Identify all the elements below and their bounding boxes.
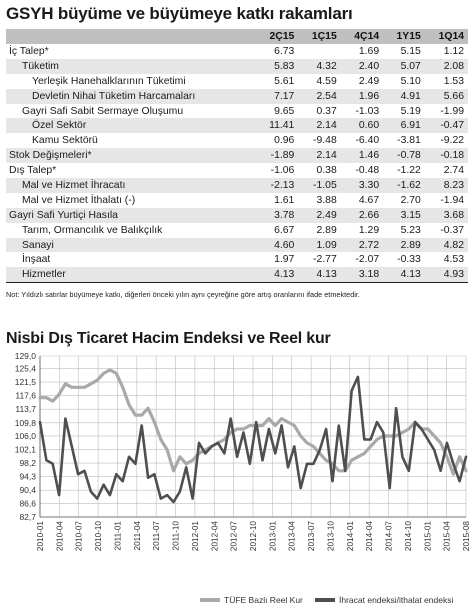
row-label: Sanayi <box>6 238 255 253</box>
table-row <box>6 148 468 163</box>
x-tick-label: 2010-01 <box>36 521 45 552</box>
cell-value: 4.32 <box>298 59 340 74</box>
row-label: İnşaat <box>22 254 51 266</box>
x-tick-label: 2013-07 <box>307 521 317 552</box>
cell-value: -1.89 <box>255 148 298 163</box>
x-tick-label: 2014-01 <box>345 521 355 552</box>
x-tick-label: 2011-01 <box>113 521 123 551</box>
cell-value: 3.78 <box>255 208 298 223</box>
row-label: Devletin Nihai Tüketim Harcamaları <box>6 89 255 104</box>
legend-label-ihracat: İhracat endeksi/ithalat endeksi <box>339 595 454 605</box>
table-row <box>6 267 468 282</box>
y-tick-label: 109,8 <box>14 417 36 428</box>
x-tick-label: 2012-01 <box>190 521 200 552</box>
cell-value: 2.49 <box>298 208 340 223</box>
column-header: 2Ç15 <box>255 29 298 44</box>
cell-value: -1.03 <box>355 105 380 117</box>
x-tick-label: 2011-07 <box>152 521 162 551</box>
cell-value: 0.96 <box>274 135 295 147</box>
cell-value: 1.53 <box>443 75 464 87</box>
table-row <box>6 74 468 89</box>
x-tick-label: 2010-10 <box>94 521 104 552</box>
cell-value: 5.23 <box>400 224 421 236</box>
cell-value: 1.29 <box>358 224 380 236</box>
cell-value: 5.07 <box>383 59 425 74</box>
x-tick-label: 2012-07 <box>229 521 239 552</box>
cell-value: -0.18 <box>425 148 468 163</box>
x-tick-label: 2015-01 <box>423 521 433 552</box>
column-header: 1Ç15 <box>298 29 340 44</box>
cell-value: 6.73 <box>274 45 295 57</box>
y-tick-label: 86,6 <box>19 498 36 509</box>
cell-value: 3.88 <box>316 194 337 206</box>
row-label: Gayri Safi Yurtiçi Hasıla <box>6 208 255 223</box>
x-tick-label: 2015-04 <box>442 521 452 552</box>
cell-value: 1.96 <box>341 89 383 104</box>
cell-value: 3.68 <box>425 208 468 223</box>
table-row <box>6 252 468 267</box>
legend-swatch-reel-kur <box>200 598 220 602</box>
column-header: 1Y15 <box>383 29 425 44</box>
cell-value: 2.89 <box>316 224 337 236</box>
table-note: Not: Yıldızlı satırlar büyümeye katkı, diğerleri önceki yılın aynı çeyreğine göre artış oranlarını ifade etmektedir. <box>6 290 360 299</box>
cell-value: 5.61 <box>274 75 295 87</box>
table-row <box>6 163 468 178</box>
row-label: Tüketim <box>6 59 255 74</box>
cell-value: 4.60 <box>255 238 298 253</box>
cell-value: -0.33 <box>397 254 421 266</box>
y-tick-label: 82,7 <box>19 512 36 522</box>
row-label: Stok Değişmeleri* <box>6 148 255 163</box>
cell-value: 6.91 <box>383 118 425 133</box>
table-row <box>6 104 468 119</box>
x-tick-label: 2011-04 <box>132 521 142 551</box>
cell-value: 5.10 <box>400 75 421 87</box>
cell-value: -2.13 <box>255 178 298 193</box>
cell-value: 5.15 <box>400 45 421 57</box>
y-tick-label: 125,4 <box>14 363 36 374</box>
cell-value: 0.37 <box>316 105 337 117</box>
cell-value: 2.70 <box>400 194 421 206</box>
cell-value: 1.61 <box>274 194 295 206</box>
cell-value: 4.93 <box>425 267 468 282</box>
x-tick-label: 2013-10 <box>326 521 336 552</box>
legend-label-reel-kur: TÜFE Bazlı Reel Kur <box>224 595 303 605</box>
table-header-label <box>6 29 255 44</box>
legend-swatch-ihracat <box>315 598 335 602</box>
cell-value: -1.94 <box>440 194 464 206</box>
table-row <box>6 59 468 74</box>
cell-value: 2.49 <box>358 75 380 87</box>
row-label: Hizmetler <box>6 267 255 282</box>
cell-value: 3.15 <box>383 208 425 223</box>
table-row <box>6 44 468 59</box>
table-title: GSYH büyüme ve büyümeye katkı rakamları <box>6 4 353 23</box>
cell-value: -9.48 <box>313 135 337 147</box>
growth-table <box>6 29 468 283</box>
cell-value: 2.72 <box>341 238 383 253</box>
x-tick-label: 2013-01 <box>268 521 278 552</box>
x-tick-label: 2014-10 <box>403 521 413 552</box>
chart-title: Nisbi Dış Ticaret Hacim Endeksi ve Reel kur <box>6 330 331 347</box>
cell-value: 4.91 <box>383 89 425 104</box>
cell-value: 4.13 <box>298 267 340 282</box>
column-header: 1Q14 <box>425 29 468 44</box>
y-tick-label: 106,0 <box>14 430 36 441</box>
cell-value: -3.81 <box>397 135 421 147</box>
y-tick-label: 90,4 <box>19 485 36 496</box>
row-label: Tarım, Ormancılık ve Balıkçılık <box>22 224 163 236</box>
cell-value: 0.38 <box>316 165 337 177</box>
table-row <box>6 223 468 238</box>
table-row <box>6 89 468 104</box>
x-tick-label: 2013-04 <box>287 521 297 552</box>
cell-value: -1.99 <box>440 105 464 117</box>
cell-value: 2.74 <box>443 165 464 177</box>
cell-value: 7.17 <box>255 89 298 104</box>
cell-value: 2.14 <box>298 148 340 163</box>
cell-value: 4.13 <box>383 267 425 282</box>
row-label: Gayri Safi Sabit Sermaye Oluşumu <box>22 105 184 117</box>
cell-value: -0.37 <box>440 224 464 236</box>
y-tick-label: 117,6 <box>15 390 36 401</box>
cell-value: 0.60 <box>341 118 383 133</box>
cell-value: 3.30 <box>341 178 383 193</box>
x-tick-label: 2010-04 <box>55 521 65 552</box>
cell-value: 2.89 <box>383 238 425 253</box>
cell-value: 1.69 <box>358 45 380 57</box>
cell-value: 6.67 <box>274 224 295 236</box>
column-header: 4Ç14 <box>341 29 383 44</box>
cell-value: 3.18 <box>341 267 383 282</box>
cell-value: 5.83 <box>255 59 298 74</box>
cell-value: 4.67 <box>358 194 380 206</box>
cell-value: -1.05 <box>298 178 340 193</box>
cell-value: -1.06 <box>270 165 295 177</box>
x-tick-label: 2011-10 <box>171 521 181 551</box>
row-label: İç Talep* <box>9 45 49 57</box>
y-tick-label: 102,1 <box>14 444 36 455</box>
x-tick-label: 2012-04 <box>210 521 220 552</box>
table-row <box>6 178 468 193</box>
row-label: Mal ve Hizmet İthalatı (-) <box>22 194 136 206</box>
cell-value: 4.53 <box>443 254 464 266</box>
cell-value: -9.22 <box>440 135 464 147</box>
cell-value: 1.09 <box>298 238 340 253</box>
cell-value <box>298 44 340 59</box>
table-header-row <box>6 29 468 44</box>
row-label: Mal ve Hizmet İhracatı <box>6 178 255 193</box>
legend-item-reel-kur <box>200 595 303 605</box>
table-row <box>6 133 468 148</box>
x-tick-label: 2010-07 <box>74 521 84 552</box>
cell-value: 1.46 <box>341 148 383 163</box>
cell-value: 9.65 <box>274 105 295 117</box>
cell-value: -1.22 <box>397 165 421 177</box>
cell-value: 2.40 <box>341 59 383 74</box>
cell-value: 2.14 <box>298 118 340 133</box>
table-row <box>6 118 468 133</box>
x-tick-label: 2014-07 <box>384 521 394 552</box>
row-label: Dış Talep* <box>9 165 57 177</box>
y-tick-label: 98,2 <box>19 458 36 469</box>
legend-item-ihracat <box>315 595 453 605</box>
cell-value: -0.47 <box>425 118 468 133</box>
cell-value: 8.23 <box>425 178 468 193</box>
table-row <box>6 193 468 208</box>
y-tick-label: 94,3 <box>19 471 36 482</box>
table-row <box>6 208 468 223</box>
y-tick-label: 113,7 <box>15 404 36 415</box>
cell-value: -0.78 <box>383 148 425 163</box>
cell-value: 1.97 <box>274 254 295 266</box>
y-tick-label: 129,0 <box>14 351 36 361</box>
cell-value: 2.08 <box>425 59 468 74</box>
cell-value: 2.66 <box>341 208 383 223</box>
line-chart <box>0 350 474 590</box>
cell-value: -0.48 <box>355 165 380 177</box>
cell-value: 5.66 <box>425 89 468 104</box>
x-tick-label: 2014-04 <box>365 521 375 552</box>
table-row <box>6 238 468 253</box>
cell-value: 5.19 <box>400 105 421 117</box>
cell-value: 4.13 <box>255 267 298 282</box>
cell-value: -2.77 <box>313 254 337 266</box>
row-label: Yerleşik Hanehalklarının Tüketimi <box>32 75 186 87</box>
cell-value: 2.54 <box>298 89 340 104</box>
row-label: Özel Sektör <box>6 118 255 133</box>
y-tick-label: 121,5 <box>14 377 36 388</box>
row-label: Kamu Sektörü <box>32 135 98 147</box>
cell-value: 4.82 <box>425 238 468 253</box>
cell-value: 11.41 <box>255 118 298 133</box>
cell-value: 4.59 <box>316 75 337 87</box>
x-tick-label: 2012-10 <box>249 521 258 552</box>
x-tick-label: 2015-08 <box>462 521 471 552</box>
cell-value: -6.40 <box>355 135 380 147</box>
cell-value: 1.12 <box>443 45 464 57</box>
cell-value: -1.62 <box>383 178 425 193</box>
table-body <box>6 44 468 283</box>
cell-value: -2.07 <box>355 254 380 266</box>
